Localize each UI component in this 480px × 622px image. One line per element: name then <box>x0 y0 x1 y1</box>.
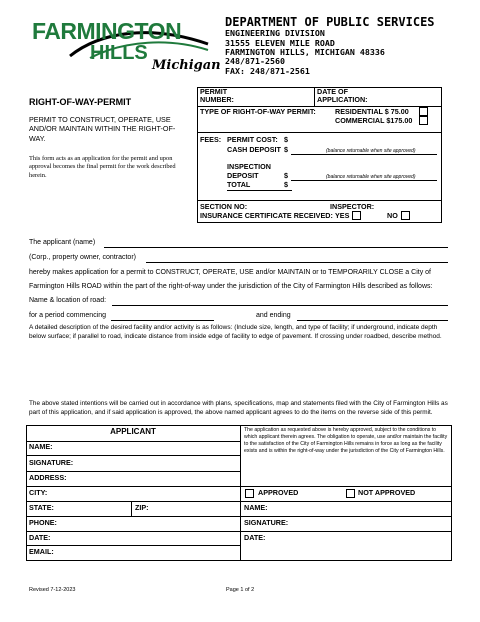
insurance-no-checkbox[interactable] <box>401 211 410 220</box>
applicant-name-label: The applicant (name) <box>29 239 96 246</box>
page-number: Page 1 of 2 <box>226 587 255 593</box>
approver-date-label: DATE: <box>244 533 266 542</box>
revised-date: Revised 7-12-2023 <box>29 587 76 593</box>
logo-farmington: FARMINGTON <box>32 18 182 44</box>
approver-name-label: NAME: <box>244 503 268 512</box>
applicant-state-label: STATE: <box>29 503 54 512</box>
permit-type-label: TYPE OF RIGHT-OF-WAY PERMIT: <box>200 107 316 116</box>
permit-cost-dollar: $ <box>284 135 288 144</box>
form-subtitle: PERMIT TO CONSTRUCT, OPERATE, USE AND/OR MAINTAIN WITHIN THE RIGHT-OF-WAY. <box>29 115 176 143</box>
applicant-name-field-label: NAME: <box>29 442 53 451</box>
period-label: for a period commencing <box>29 312 107 319</box>
not-approved-checkbox[interactable] <box>346 489 355 498</box>
residential-checkbox[interactable] <box>419 107 428 116</box>
description-text: A detailed description of the desired facility and/or activity is as follows: (Include size, length, and type of facility; if underground, indicate depth below surface; if parallel to road, indicate distance from inside edge of facility to edge of pavement. If crossing under roadbed, describe method. <box>29 324 442 340</box>
applicant-signature-label: SIGNATURE: <box>29 458 74 467</box>
insurance-label: INSURANCE CERTIFICATE RECEIVED: <box>200 211 333 220</box>
department-street: 31555 ELEVEN MILE ROAD <box>225 37 335 48</box>
applicant-zip-label: ZIP: <box>135 503 149 512</box>
insurance-no-label: NO <box>387 211 398 220</box>
total-dollar: $ <box>284 180 288 189</box>
ending-label: and ending <box>256 312 291 319</box>
applicant-phone-label: PHONE: <box>29 518 57 527</box>
approved-label: APPROVED <box>258 488 299 497</box>
approval-text: The application as requested above is hereby approved, subject to the conditions to which applicant therein agrees. The obligation to operate, use and/or maintain the facility to the satisfaction of the City of Farmington Hills remains in force as long as the facility exists and is within the right-of-way under the jurisdiction of the City of Farmington Hills. <box>244 427 448 455</box>
form-intro: This form acts as an application for the permit and upon approval becomes the final permit for the work described herein. <box>29 155 176 179</box>
total-label: TOTAL <box>227 180 251 189</box>
period-start-line[interactable] <box>111 320 214 321</box>
applicant-city-label: CITY: <box>29 488 48 497</box>
name-location-line[interactable] <box>112 305 448 306</box>
logo-hills: HILLS <box>90 42 148 64</box>
insurance-yes-checkbox[interactable] <box>352 211 361 220</box>
applicant-address-label: ADDRESS: <box>29 473 67 482</box>
corp-label: (Corp., property owner, contractor) <box>29 254 136 261</box>
cash-deposit-label: CASH DEPOSIT <box>227 145 281 154</box>
intentions-text: The above stated intentions will be carried out in accordance with plans, specifications, map and statements filed with the City of Farmington Hills as part of this application, and if said application is approved, the above named applicant agrees to do the items on the reverse side of this permit. <box>29 400 448 416</box>
not-approved-label: NOT APPROVED <box>358 488 416 497</box>
applicant-header: APPLICANT <box>110 427 156 436</box>
applicant-name-line[interactable] <box>104 247 448 248</box>
name-location-label: Name & location of road: <box>29 297 107 304</box>
fees-label: FEES: <box>200 135 222 144</box>
cash-deposit-dollar: $ <box>284 145 288 154</box>
department-phone: 248/871-2560 <box>225 56 285 67</box>
approved-checkbox[interactable] <box>245 489 254 498</box>
approver-signature-label: SIGNATURE: <box>244 518 289 527</box>
department-title: DEPARTMENT OF PUBLIC SERVICES <box>225 15 435 29</box>
logo-michigan: Michigan <box>152 58 221 73</box>
permit-number-label: PERMIT NUMBER: <box>200 87 234 104</box>
commercial-checkbox[interactable] <box>419 116 428 125</box>
application-text-line2: Farmington Hills ROAD within the part of the right-of-way under the jurisdiction of the City of Farmington Hills described as follows: <box>29 283 433 290</box>
residential-label: RESIDENTIAL $ 75.00 <box>335 107 409 116</box>
department-header <box>225 16 435 76</box>
deposit-label: DEPOSIT <box>227 171 259 180</box>
inspection-deposit-note: (balance returnable when site approved) <box>326 174 416 180</box>
corp-line[interactable] <box>146 262 448 263</box>
department-division: ENGINEERING DIVISION <box>225 28 325 39</box>
cash-deposit-note: (balance returnable when site approved) <box>326 148 416 154</box>
commercial-label: COMMERCIAL $175.00 <box>335 116 413 125</box>
section-no-label: SECTION NO: <box>200 202 248 211</box>
permit-cost-label: PERMIT COST: <box>227 135 278 144</box>
department-city: FARMINGTON HILLS, MICHIGAN 48336 <box>225 47 385 57</box>
city-logo <box>30 14 221 76</box>
applicant-date-label: DATE: <box>29 533 51 542</box>
inspection-deposit-dollar: $ <box>284 171 288 180</box>
period-end-line[interactable] <box>297 320 448 321</box>
inspector-label: INSPECTOR: <box>330 202 375 211</box>
date-of-application-label: DATE OF APPLICATION: <box>317 87 368 104</box>
department-fax: FAX: 248/871-2561 <box>225 65 310 76</box>
insurance-yes-label: YES <box>335 211 350 220</box>
form-title: RIGHT-OF-WAY-PERMIT <box>29 97 132 107</box>
applicant-email-label: EMAIL: <box>29 547 54 556</box>
application-text-line1: hereby makes application for a permit to CONSTRUCT, OPERATE, USE and/or MAINTAIN or to TEMPORARILY CLOSE a City of <box>29 269 431 276</box>
inspection-label: INSPECTION <box>227 162 271 171</box>
